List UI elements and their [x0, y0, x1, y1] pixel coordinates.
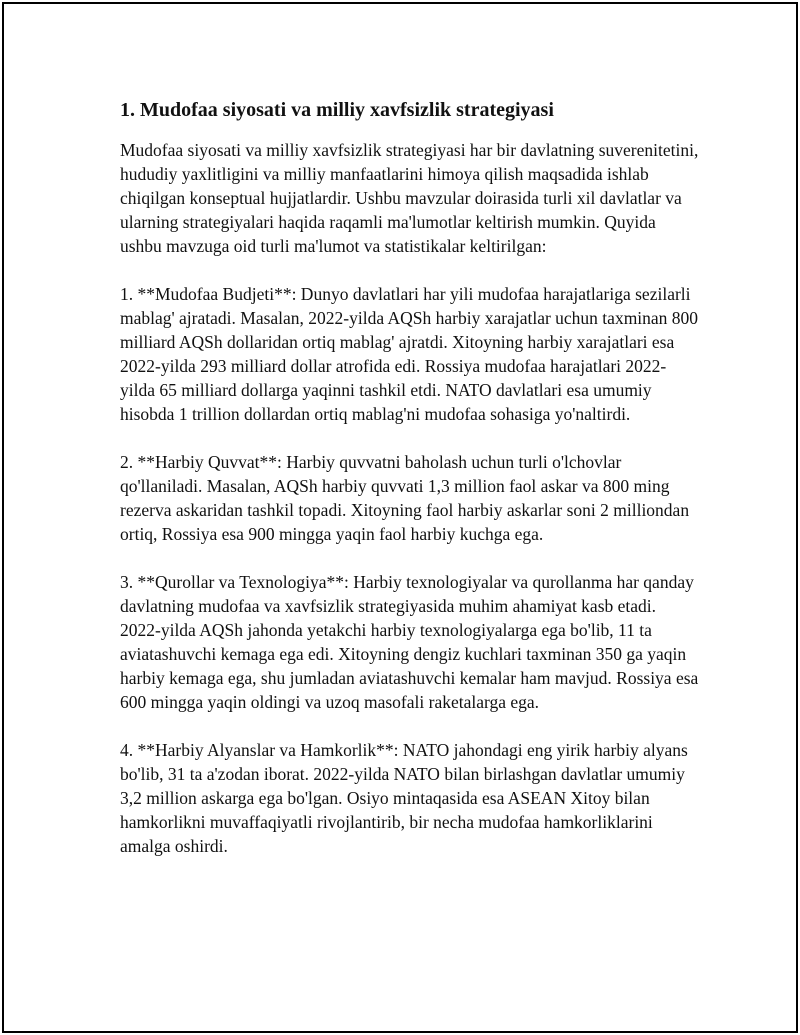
section-military-power: 2. **Harbiy Quvvat**: Harbiy quvvatni baholash uchun turli o'lchovlar qo'llaniladi. Masalan, AQSh harbiy quvvati 1,3 million faol askar va 800 ming rezerva askaridan tashkil topadi. Xitoyning faol harbiy askarlar soni 2 milliondan ortiq, Rossiya esa 900 mingga yaqin faol harbiy kuchga ega.	[120, 452, 690, 544]
intro-paragraph: Mudofaa siyosati va milliy xavfsizlik strategiyasi har bir davlatning suverenitetini, hududiy yaxlitligini va milliy manfaatlarini himoya qilish maqsadida ishlab chiqilgan konseptual hujjatlardir. Ushbu mavzular doirasida turli xil davlatlar va ularning strategiyalari haqida raqamli ma'lumotlar keltirish mumkin. Quyida ushbu mavzuga oid turli ma'lumot va statistikalar keltirilgan:	[120, 140, 699, 256]
section-defense-budget: 1. **Mudofaa Budjeti**: Dunyo davlatlari har yili mudofaa harajatlariga sezilarli mablag' ajratadi. Masalan, 2022-yilda AQSh harbiy xarajatlar uchun taxminan 800 milliard AQSh dollaridan ortiq mablag' ajratdi. Xitoyning harbiy xarajatlari esa 2022-yilda 293 milliard dollar atrofida edi. Rossiya mudofaa harajatlari 2022-yilda 65 milliard dollarga yaqinni tashkil etdi. NATO davlatlari esa umumiy hisobda 1 trillion dollardan ortiq mablag'ni mudofaa sohasiga yo'naltirdi.	[120, 284, 699, 424]
section-weapons-technology: 3. **Qurollar va Texnologiya**: Harbiy texnologiyalar va qurollanma har qanday davlatning mudofaa va xavfsizlik strategiyasida muhim ahamiyat kasb etadi. 2022-yilda AQSh jahonda yetakchi harbiy texnologiyalarga ega bo'lib, 11 ta aviatashuvchi kemaga ega edi. Xitoyning dengiz kuchlari taxminan 350 ga yaqin harbiy kemaga ega, shu jumladan aviatashuvchi kemalar ham mavjud. Rossiya esa 600 mingga yaqin oldingi va uzoq masofali raketalarga ega.	[120, 572, 699, 712]
document-body	[120, 96, 700, 882]
page-frame	[2, 2, 798, 1033]
document-title: 1. Mudofaa siyosati va milliy xavfsizlik strategiyasi	[120, 99, 554, 121]
section-alliances-cooperation: 4. **Harbiy Alyanslar va Hamkorlik**: NATO jahondagi eng yirik harbiy alyans bo'lib, 31 ta a'zodan iborat. 2022-yilda NATO bilan birlashgan davlatlar umumiy 3,2 million askarga ega bo'lgan. Osiyo mintaqasida esa ASEAN Xitoy bilan hamkorlikni muvaffaqiyatli rivojlantirib, bir necha mudofaa hamkorliklarini amalga oshirdi.	[120, 740, 688, 856]
